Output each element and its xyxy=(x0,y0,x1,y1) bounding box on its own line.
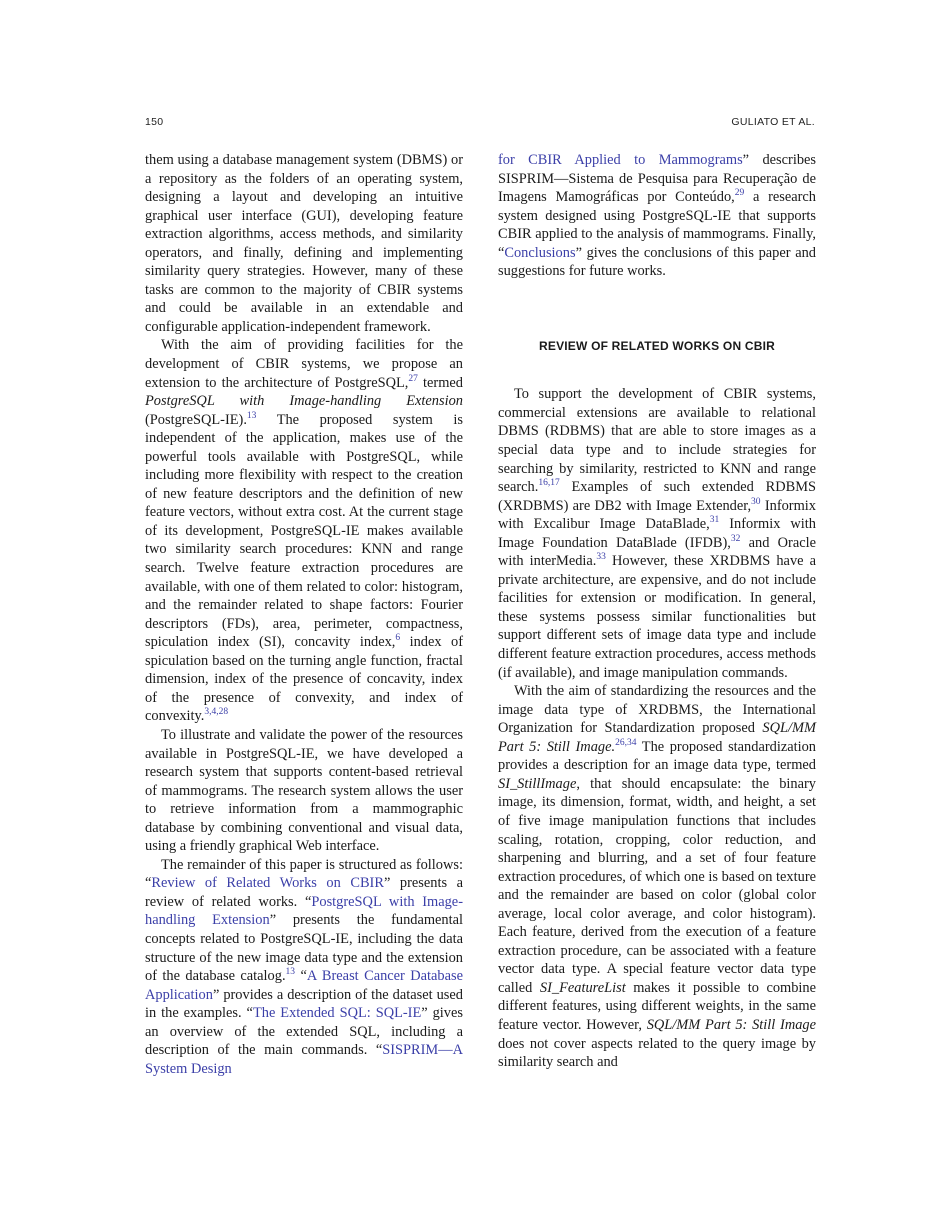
paragraph-validation: To illustrate and validate the power of the resources available in PostgreSQL-IE, we have developed a research system that supports content-based retrieval of mammograms. The research system allows the user to retrieve information from a mammographic database by combining conventional and visual data, using a friendly graphical Web interface. xyxy=(145,726,463,855)
citation-link[interactable]: 30 xyxy=(751,496,761,507)
citation-link[interactable]: 6 xyxy=(395,633,401,644)
system-name: PostgreSQL with Image-handling Extension xyxy=(145,393,463,410)
page-number: 150 xyxy=(145,116,164,128)
citation-link[interactable]: 13 xyxy=(285,967,296,978)
citation-link[interactable]: 16,17 xyxy=(538,478,560,489)
citation-link[interactable]: 29 xyxy=(734,188,745,199)
heading-spacer xyxy=(498,355,816,385)
citation-link[interactable]: 26,34 xyxy=(615,737,637,748)
section-link-extended-sql[interactable]: The Extended SQL: SQL-IE xyxy=(252,1005,422,1022)
section-link-conclusions[interactable]: Conclusions xyxy=(504,244,576,261)
section-link-postgresql-ie[interactable]: PostgreSQL with Image-handling Extension xyxy=(145,893,463,929)
section-link-sisprim-cont[interactable]: for CBIR Applied to Mammograms xyxy=(498,152,743,168)
citation-link[interactable]: 32 xyxy=(730,533,741,544)
citation-link[interactable]: 33 xyxy=(596,552,606,563)
section-heading: REVIEW OF RELATED WORKS ON CBIR xyxy=(539,338,775,353)
section-link-sisprim[interactable]: SISPRIM—A System Design xyxy=(145,1042,463,1077)
citation-link[interactable]: 13 xyxy=(246,410,257,421)
right-column xyxy=(498,151,816,1072)
citation-link[interactable]: 27 xyxy=(408,373,418,384)
section-link-breast-cancer-db[interactable]: A Breast Cancer Database Application xyxy=(145,968,464,1003)
paragraph-commercial-extensions: To support the development of CBIR systems, commercial extensions are available to relational DBMS (RDBMS) that are able to store images as a special data type and to include strategies for searching by similarity, restricted to KNN and range search.$^{16,17}$ Examples of such extended RDBMS (XRDBMS) are DB2 with Image Extender,$^{30}$ Informix with Excalibur Image DataBlade,$^{31}$ Informix with Image Foundation DataBlade (IFDB),$^{32}$ and Oracle with interMedia.$^{33}$ However, these XRDBMS have a private architecture, are expensive, and do not include facilities for extension or modification. In general, these systems possess similar functionalities but support different sets of image data type and include different feature extraction procedures, access methods (if available), and image manipulation commands. xyxy=(498,386,816,681)
section-spacer xyxy=(498,281,816,337)
paragraph-structure-continued: for CBIR Applied to Mammograms” describes SISPRIM—Sistema de Pesquisa para Recuperação de Imagens Mamográficas por Conteúdo,$^{29}$ a research system designed using PostgreSQL-IE that supports CBIR applied to the analysis of mammograms. Finally, “Conclusions” gives the conclusions of this paper and suggestions for future works. xyxy=(498,152,817,280)
running-author: GULIATO ET AL. xyxy=(731,116,815,128)
paragraph-standardization: With the aim of standardizing the resources and the image data type of XRDBMS, the International Organization for Standardization proposed SQL/MM Part 5: Still Image.$^{26,34}$ The proposed standardization provides a description for an image data type, termed SI_StillImage, that should encapsulate: the binary image, its dimension, format, width, and height, a set of five image manipulation functions that includes scaling, rotation, cropping, color reduction, and sharpening and blurring, and a set of four feature extraction procedures, of which one is based on texture and the remainder are based on color (global color average, local color average, and color histogram). Each feature, derived from the execution of a feature extraction procedure, can be associated with a feature vector data type. A special feature vector data type called SI_FeatureList makes it possible to combine different features, using different weights, in the same feature vector. However, SQL/MM Part 5: Still Image does not cover aspects related to the query image by similarity search and xyxy=(498,683,817,1071)
paragraph-proposal: With the aim of providing facilities for the development of CBIR systems, we propose an extension to the architecture of PostgreSQL,$^{27}$ termed PostgreSQL with Image-handling Extension (PostgreSQL-IE).$^{13}$ The proposed system is independent of the application, makes use of the powerful tools available with PostgreSQL, while including more flexibility with respect to the creation of new feature descriptors and the definition of new feature vectors, without extra cost. At the current stage of its development, PostgreSQL-IE makes available two similarity search procedures: KNN and range search. Twelve feature extraction procedures are available, with one of them related to color: histogram, and the remainder related to shape factors: Fourier descriptors (FDs), area, perimeter, compactness, spiculation index (SI), concavity index,$^6$ index of spiculation based on the turning angle function, fractal dimension, index of the presence of concavity, index of the presence of convexity, and index of convexity.$^{3,4,28}$ xyxy=(145,337,464,725)
paragraph-continuation: them using a database management system (DBMS) or a repository as the folders of an operating system, designing a layout and developing an intuitive graphical user interface (GUI), developing feature extraction algorithms, access methods, and similarity operators, and finally, defining and implementing similarity query strategies. However, many of these tasks are common to the majority of CBIR systems and could be available in an extendable and configurable application-independent framework. xyxy=(145,152,463,335)
left-column xyxy=(145,151,463,1078)
section-link-review[interactable]: Review of Related Works on CBIR xyxy=(151,875,384,892)
running-header xyxy=(145,116,815,130)
citation-link[interactable]: 31 xyxy=(709,515,720,526)
paragraph-structure: The remainder of this paper is structured as follows: “Review of Related Works on CBIR” presents a review of related works. “PostgreSQL with Image-handling Extension” presents the fundamental concepts related to PostgreSQL-IE, including the data structure of the new image data type and the extension of the database catalog.$^{13}$ “A Breast Cancer Database Application” provides a description of the dataset used in the examples. “The Extended SQL: SQL-IE” gives an overview of the extended SQL, including a description of the main commands. “SISPRIM—A System Design xyxy=(145,856,464,1077)
citation-link[interactable]: 3,4,28 xyxy=(204,707,229,718)
